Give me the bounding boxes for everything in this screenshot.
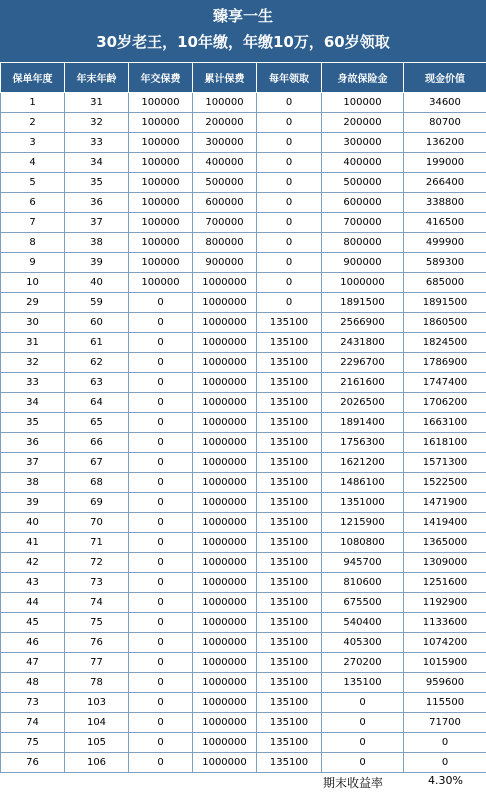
table-cell: 45 [1,613,65,633]
table-cell: 100000 [129,253,193,273]
table-cell: 7 [1,213,65,233]
table-cell: 135100 [257,393,322,413]
table-cell: 1 [1,93,65,113]
table-cell: 63 [65,373,129,393]
table-cell: 0 [129,653,193,673]
table-cell: 135100 [257,333,322,353]
table-row [1,293,486,313]
table-cell: 200000 [322,113,404,133]
table-cell: 1000000 [193,753,257,773]
table-cell: 0 [129,393,193,413]
table-cell: 0 [322,713,404,733]
yield-label: 期末收益率 [323,776,384,790]
table-cell: 135100 [257,493,322,513]
table-row [1,433,486,453]
table-cell: 100000 [129,133,193,153]
table-cell: 135100 [257,573,322,593]
table-cell: 1000000 [193,533,257,553]
table-cell: 0 [322,693,404,713]
table-cell: 1000000 [193,313,257,333]
table-cell: 1571300 [404,453,486,473]
table-cell: 105 [65,733,129,753]
table-cell: 71700 [404,713,486,733]
table-cell: 0 [257,273,322,293]
table-cell: 1000000 [193,433,257,453]
table-cell: 1215900 [322,513,404,533]
column-header: 身故保险金 [322,63,404,93]
table-cell: 61 [65,333,129,353]
table-row [1,353,486,373]
table-cell: 4 [1,153,65,173]
table-cell: 1365000 [404,533,486,553]
table-cell: 2 [1,113,65,133]
table-cell: 0 [129,353,193,373]
table-cell: 199000 [404,153,486,173]
table-cell: 416500 [404,213,486,233]
table-row [1,453,486,473]
table-cell: 1000000 [193,453,257,473]
table-cell: 0 [129,333,193,353]
table-row [1,393,486,413]
table-row [1,153,486,173]
table-cell: 945700 [322,553,404,573]
table-cell: 0 [129,693,193,713]
table-cell: 100000 [129,173,193,193]
table-cell: 338800 [404,193,486,213]
table-cell: 66 [65,433,129,453]
table-cell: 270200 [322,653,404,673]
column-header: 累计保费 [193,63,257,93]
table-cell: 76 [1,753,65,773]
table-cell: 1074200 [404,633,486,653]
table-cell: 0 [129,613,193,633]
table-row [1,673,486,693]
table-cell: 1000000 [193,393,257,413]
table-cell: 62 [65,353,129,373]
table-cell: 135100 [322,673,404,693]
table-cell: 135100 [257,713,322,733]
table-cell: 135100 [257,413,322,433]
column-header: 年交保费 [129,63,193,93]
table-cell: 0 [129,633,193,653]
table-cell: 43 [1,573,65,593]
benefit-table [0,62,486,773]
table-cell: 135100 [257,633,322,653]
table-cell: 72 [65,553,129,573]
table-cell: 38 [65,233,129,253]
table-cell: 0 [129,573,193,593]
table-row [1,373,486,393]
table-cell: 1000000 [193,273,257,293]
table-cell: 266400 [404,173,486,193]
table-cell: 0 [257,173,322,193]
table-cell: 35 [65,173,129,193]
title-banner [0,0,486,63]
table-cell: 700000 [322,213,404,233]
table-row [1,733,486,753]
table-cell: 2431800 [322,333,404,353]
table-cell: 0 [322,753,404,773]
table-cell: 1000000 [193,713,257,733]
table-cell: 135100 [257,653,322,673]
table-cell: 0 [129,493,193,513]
table-cell: 47 [1,653,65,673]
table-cell: 75 [65,613,129,633]
table-cell: 900000 [193,253,257,273]
table-cell: 1419400 [404,513,486,533]
product-title: 臻享一生 [212,7,273,25]
table-cell: 2161600 [322,373,404,393]
table-header-row [1,63,486,93]
table-cell: 1756300 [322,433,404,453]
table-row [1,133,486,153]
table-cell: 1351000 [322,493,404,513]
table-cell: 1000000 [193,373,257,393]
table-cell: 0 [129,673,193,693]
table-cell: 46 [1,633,65,653]
table-cell: 1747400 [404,373,486,393]
table-cell: 1000000 [193,693,257,713]
table-cell: 1786900 [404,353,486,373]
table-cell: 100000 [129,213,193,233]
table-cell: 78 [65,673,129,693]
table-cell: 31 [1,333,65,353]
table-cell: 1522500 [404,473,486,493]
table-cell: 76 [65,633,129,653]
table-cell: 0 [129,713,193,733]
table-cell: 0 [129,593,193,613]
table-cell: 200000 [193,113,257,133]
table-cell: 135100 [257,593,322,613]
table-cell: 0 [257,253,322,273]
table-cell: 1706200 [404,393,486,413]
table-cell: 73 [65,573,129,593]
table-cell: 41 [1,533,65,553]
table-cell: 29 [1,293,65,313]
table-cell: 685000 [404,273,486,293]
table-cell: 67 [65,453,129,473]
table-cell: 40 [65,273,129,293]
table-cell: 135100 [257,533,322,553]
table-row [1,213,486,233]
table-row [1,253,486,273]
table-row [1,693,486,713]
table-cell: 100000 [322,93,404,113]
table-row [1,713,486,733]
table-cell: 135100 [257,693,322,713]
table-cell: 800000 [322,233,404,253]
table-cell: 1000000 [193,613,257,633]
table-cell: 100000 [129,233,193,253]
table-cell: 30 [1,313,65,333]
table-row [1,193,486,213]
table-cell: 35 [1,413,65,433]
column-header: 年末年龄 [65,63,129,93]
table-cell: 3 [1,133,65,153]
summary-row [0,772,486,792]
table-cell: 1309000 [404,553,486,573]
table-cell: 400000 [322,153,404,173]
table-cell: 405300 [322,633,404,653]
table-cell: 36 [65,193,129,213]
table-cell: 135100 [257,613,322,633]
table-cell: 2296700 [322,353,404,373]
table-row [1,333,486,353]
table-cell: 1000000 [193,653,257,673]
table-row [1,593,486,613]
table-row [1,553,486,573]
table-cell: 39 [65,253,129,273]
table-cell: 1251600 [404,573,486,593]
table-cell: 74 [1,713,65,733]
table-cell: 1192900 [404,593,486,613]
column-header: 每年领取 [257,63,322,93]
table-row [1,573,486,593]
table-cell: 38 [1,473,65,493]
table-cell: 100000 [129,113,193,133]
table-cell: 589300 [404,253,486,273]
table-cell: 0 [129,453,193,473]
table-cell: 0 [404,733,486,753]
table-cell: 100000 [193,93,257,113]
table-cell: 10 [1,273,65,293]
table-cell: 64 [65,393,129,413]
table-cell: 9 [1,253,65,273]
table-cell: 0 [257,293,322,313]
table-cell: 1133600 [404,613,486,633]
table-cell: 0 [257,153,322,173]
table-cell: 0 [404,753,486,773]
table-cell: 1000000 [193,473,257,493]
table-cell: 135100 [257,733,322,753]
table-cell: 115500 [404,693,486,713]
table-cell: 135100 [257,553,322,573]
table-cell: 2026500 [322,393,404,413]
table-cell: 32 [65,113,129,133]
table-cell: 100000 [129,193,193,213]
table-row [1,93,486,113]
table-cell: 1891500 [404,293,486,313]
table-cell: 500000 [322,173,404,193]
table-cell: 100000 [129,273,193,293]
table-cell: 1891400 [322,413,404,433]
table-row [1,613,486,633]
table-cell: 1486100 [322,473,404,493]
table-cell: 0 [257,113,322,133]
table-cell: 1000000 [193,553,257,573]
table-cell: 1000000 [193,493,257,513]
table-cell: 1891500 [322,293,404,313]
table-cell: 34 [65,153,129,173]
table-cell: 135100 [257,673,322,693]
table-cell: 48 [1,673,65,693]
table-cell: 65 [65,413,129,433]
table-cell: 0 [129,553,193,573]
table-cell: 59 [65,293,129,313]
table-cell: 1000000 [193,733,257,753]
table-cell: 600000 [193,193,257,213]
table-cell: 0 [257,193,322,213]
table-cell: 34600 [404,93,486,113]
table-cell: 6 [1,193,65,213]
table-cell: 0 [129,313,193,333]
table-row [1,493,486,513]
table-cell: 8 [1,233,65,253]
table-cell: 1000000 [193,573,257,593]
table-row [1,413,486,433]
table-cell: 0 [129,433,193,453]
table-cell: 77 [65,653,129,673]
table-cell: 800000 [193,233,257,253]
table-cell: 0 [257,133,322,153]
table-cell: 0 [129,473,193,493]
table-cell: 499900 [404,233,486,253]
table-cell: 1000000 [193,513,257,533]
table-cell: 100000 [129,93,193,113]
table-cell: 34 [1,393,65,413]
table-cell: 0 [257,213,322,233]
table-row [1,313,486,333]
table-cell: 42 [1,553,65,573]
table-cell: 104 [65,713,129,733]
table-cell: 44 [1,593,65,613]
table-cell: 600000 [322,193,404,213]
table-cell: 0 [257,93,322,113]
table-cell: 135100 [257,313,322,333]
table-cell: 1000000 [322,273,404,293]
table-cell: 135100 [257,353,322,373]
table-row [1,233,486,253]
table-cell: 1000000 [193,413,257,433]
table-row [1,473,486,493]
table-cell: 0 [129,753,193,773]
table-cell: 1080800 [322,533,404,553]
table-cell: 1663100 [404,413,486,433]
table-cell: 1000000 [193,673,257,693]
table-cell: 1000000 [193,293,257,313]
table-cell: 700000 [193,213,257,233]
table-row [1,633,486,653]
table-cell: 1000000 [193,353,257,373]
table-cell: 0 [129,293,193,313]
table-cell: 75 [1,733,65,753]
table-cell: 69 [65,493,129,513]
table-cell: 675500 [322,593,404,613]
table-cell: 135100 [257,453,322,473]
table-cell: 135100 [257,373,322,393]
table-cell: 1860500 [404,313,486,333]
table-cell: 540400 [322,613,404,633]
table-cell: 0 [322,733,404,753]
table-cell: 1000000 [193,593,257,613]
table-cell: 1000000 [193,333,257,353]
table-row [1,513,486,533]
table-cell: 5 [1,173,65,193]
table-cell: 71 [65,533,129,553]
table-cell: 36 [1,433,65,453]
table-row [1,273,486,293]
table-cell: 100000 [129,153,193,173]
table-cell: 135100 [257,433,322,453]
table-cell: 810600 [322,573,404,593]
table-cell: 300000 [322,133,404,153]
table-cell: 0 [129,513,193,533]
table-cell: 400000 [193,153,257,173]
table-cell: 31 [65,93,129,113]
table-cell: 33 [65,133,129,153]
table-row [1,173,486,193]
table-cell: 1471900 [404,493,486,513]
table-cell: 73 [1,693,65,713]
table-cell: 300000 [193,133,257,153]
table-row [1,533,486,553]
table-cell: 2566900 [322,313,404,333]
table-cell: 39 [1,493,65,513]
table-cell: 70 [65,513,129,533]
table-cell: 60 [65,313,129,333]
column-header: 现金价值 [404,63,486,93]
table-cell: 0 [129,413,193,433]
table-cell: 136200 [404,133,486,153]
table-cell: 1015900 [404,653,486,673]
table-cell: 0 [257,233,322,253]
table-cell: 68 [65,473,129,493]
table-cell: 959600 [404,673,486,693]
table-cell: 80700 [404,113,486,133]
table-cell: 1000000 [193,633,257,653]
table-cell: 0 [129,373,193,393]
table-cell: 1618100 [404,433,486,453]
table-cell: 0 [129,533,193,553]
table-cell: 500000 [193,173,257,193]
table-row [1,113,486,133]
table-cell: 135100 [257,473,322,493]
table-cell: 103 [65,693,129,713]
column-header: 保单年度 [1,63,65,93]
table-cell: 135100 [257,753,322,773]
table-cell: 37 [65,213,129,233]
table-cell: 1824500 [404,333,486,353]
table-cell: 32 [1,353,65,373]
table-row [1,653,486,673]
table-cell: 135100 [257,513,322,533]
table-cell: 106 [65,753,129,773]
table-body [1,93,486,773]
table-cell: 74 [65,593,129,613]
table-cell: 1621200 [322,453,404,473]
table-cell: 0 [129,733,193,753]
table-cell: 33 [1,373,65,393]
table-cell: 40 [1,513,65,533]
yield-value: 4.30% [428,774,463,787]
table-cell: 37 [1,453,65,473]
plan-subtitle: 30岁老王，10年缴，年缴10万，60岁领取 [96,33,390,51]
table-cell: 900000 [322,253,404,273]
table-row [1,753,486,773]
